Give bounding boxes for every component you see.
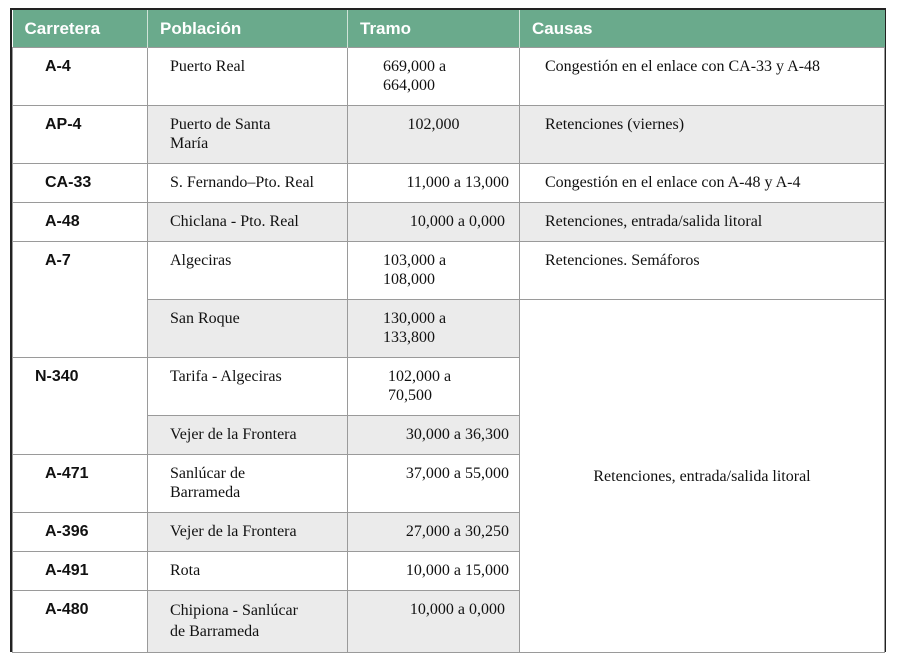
poblacion-cell: Rota (148, 552, 348, 591)
road-code: A-48 (13, 203, 148, 242)
poblacion-cell: Chiclana - Pto. Real (148, 203, 348, 242)
poblacion-cell: Sanlúcar de Barrameda (148, 455, 348, 513)
table-row (13, 203, 885, 242)
poblacion-cell: Algeciras (148, 242, 348, 300)
poblacion-cell: S. Fernando–Pto. Real (148, 164, 348, 203)
tramo-cell: 103,000 a 108,000 (348, 242, 520, 300)
poblacion-cell: Puerto Real (148, 48, 348, 106)
roads-table (12, 10, 885, 653)
tramo-cell: 669,000 a 664,000 (348, 48, 520, 106)
road-code: AP-4 (13, 106, 148, 164)
road-code: A-471 (13, 455, 148, 513)
poblacion-cell: Tarifa - Algeciras (148, 358, 348, 416)
poblacion-cell: Chipiona - Sanlúcar de Barrameda (148, 591, 348, 653)
header-poblacion: Población (148, 10, 348, 48)
poblacion-cell: Vejer de la Frontera (148, 416, 348, 455)
road-code: CA-33 (13, 164, 148, 203)
roads-table-frame (10, 8, 886, 652)
header-row (13, 10, 885, 48)
road-code: N-340 (13, 358, 148, 455)
road-code: A-396 (13, 513, 148, 552)
road-code: A-4 (13, 48, 148, 106)
tramo-cell: 37,000 a 55,000 (348, 455, 520, 513)
table-row (13, 48, 885, 106)
causa-cell: Retenciones, entrada/salida litoral (520, 203, 885, 242)
table-row (13, 106, 885, 164)
tramo-cell: 102,000 (348, 106, 520, 164)
tramo-cell: 27,000 a 30,250 (348, 513, 520, 552)
header-carretera: Carretera (13, 10, 148, 48)
poblacion-cell: San Roque (148, 300, 348, 358)
table-row (13, 242, 885, 300)
road-code: A-491 (13, 552, 148, 591)
tramo-cell: 11,000 a 13,000 (348, 164, 520, 203)
tramo-cell: 10,000 a 15,000 (348, 552, 520, 591)
tramo-cell: 102,000 a 70,500 (348, 358, 520, 416)
causa-cell: Retenciones. Semáforos (520, 242, 885, 300)
header-tramo: Tramo (348, 10, 520, 48)
header-causas: Causas (520, 10, 885, 48)
road-code: A-7 (13, 242, 148, 358)
causa-cell: Retenciones (viernes) (520, 106, 885, 164)
poblacion-cell: Puerto de Santa María (148, 106, 348, 164)
tramo-cell: 130,000 a 133,800 (348, 300, 520, 358)
causa-cell: Congestión en el enlace con A-48 y A-4 (520, 164, 885, 203)
tramo-cell: 10,000 a 0,000 (348, 203, 520, 242)
road-code: A-480 (13, 591, 148, 653)
tramo-cell: 30,000 a 36,300 (348, 416, 520, 455)
causa-cell: Congestión en el enlace con CA-33 y A-48 (520, 48, 885, 106)
table-row (13, 164, 885, 203)
tramo-cell: 10,000 a 0,000 (348, 591, 520, 653)
poblacion-cell: Vejer de la Frontera (148, 513, 348, 552)
merged-causa-cell: Retenciones, entrada/salida litoral (520, 300, 885, 653)
